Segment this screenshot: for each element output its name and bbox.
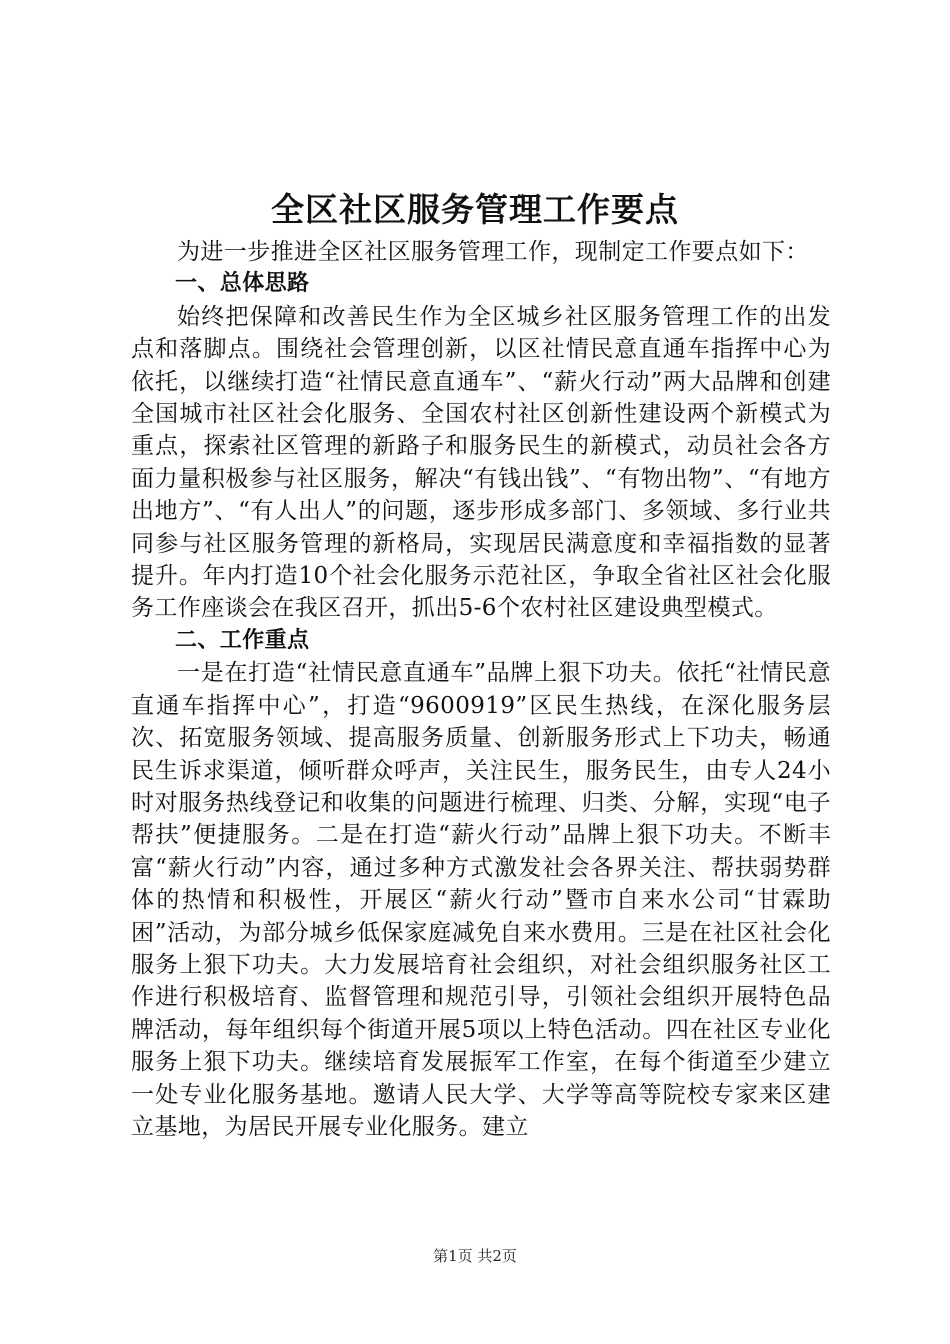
intro-paragraph: 为进一步推进全区社区服务管理工作，现制定工作要点如下： [177,239,809,265]
section-paragraph-key-tasks: 一是在打造“社情民意直通车”品牌上狠下功夫。依托“社情民意直通车指挥中心”，打造“9600919”区民生热线，在深化服务层次、拓宽服务领域、提高服务质量、创新服务形式上下功夫，畅通民生诉求渠道，倾听群众呼声，关注民生，服务民生，由专人24小时对服务热线登记和收集的问题进行梳理、归类、分解，实现“电子帮扶”便捷服务。二是在打造“薪火行动”品牌上狠下功夫。不断丰富“薪火行动”内容，通过多种方式激发社会各界关注、帮扶弱势群体的热情和积极性，开展区“薪火行动”暨市自来水公司“甘霖助困”活动，为部分城乡低保家庭减免自来水费用。三是在社区社会化服务上狠下功夫。大力发展培育社会组织，对社会组织服务社区工作进行积极培育、监督管理和规范引导，引领社会组织开展特色品牌活动，每年组织每个街道开展5项以上特色活动。四在社区专业化服务上狠下功夫。继续培育发展振军工作室，在每个街道至少建立一处专业化服务基地。邀请人民大学、大学等高等院校专家来区建立基地，为居民开展专业化服务。建立 [131,660,831,1140]
document-body [131,236,831,1143]
page-number-footer: 第1页 共2页 [433,1247,517,1265]
document-title: 全区社区服务管理工作要点 [271,190,679,229]
section-paragraph-overall-approach: 始终把保障和改善民生作为全区城乡社区服务管理工作的出发点和落脚点。围绕社会管理创新，以区社情民意直通车指挥中心为依托，以继续打造“社情民意直通车”、“薪火行动”两大品牌和创建全国城市社区社会化服务、全国农村社区创新性建设两个新模式为重点，探索社区管理的新路子和服务民生的新模式，动员社会各方面力量积极参与社区服务，解决“有钱出钱”、“有物出物”、“有地方出地方”、“有人出人”的问题，逐步形成多部门、多领域、多行业共同参与社区服务管理的新格局，实现居民满意度和幸福指数的显著提升。年内打造10个社会化服务示范社区，争取全省社区社会化服务工作座谈会在我区召开，抓出5-6个农村社区建设典型模式。 [131,303,831,622]
section-heading-overall-approach: 一、总体思路 [175,271,310,297]
section-heading-key-tasks: 二、工作重点 [175,627,310,653]
